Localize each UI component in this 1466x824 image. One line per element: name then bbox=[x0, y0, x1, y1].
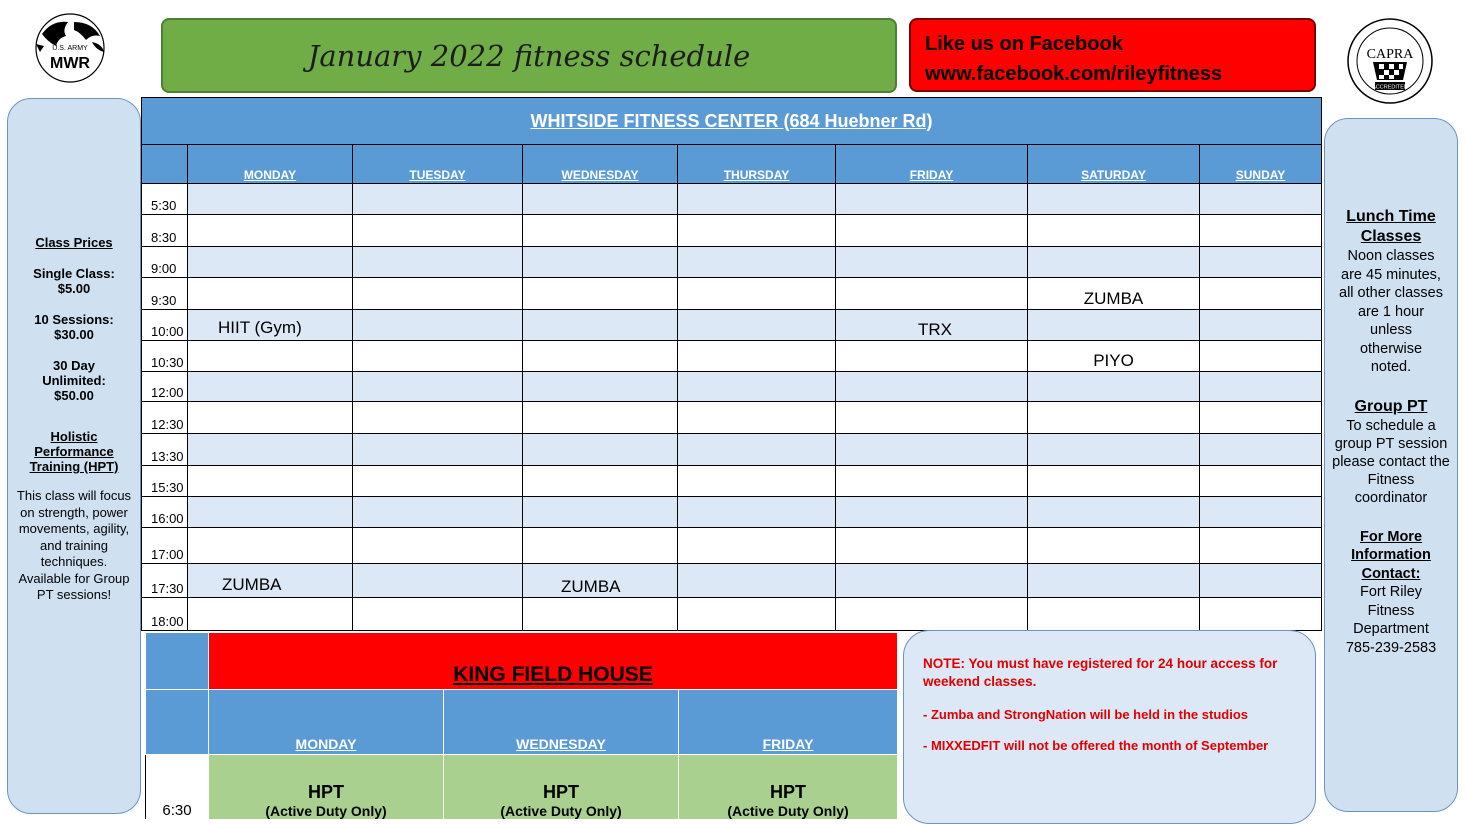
empty-cell bbox=[678, 278, 836, 310]
empty-cell bbox=[1028, 434, 1200, 466]
time-cell: 12:00 bbox=[142, 372, 188, 402]
time-cell: 17:30 bbox=[142, 564, 188, 598]
time-cell: 13:30 bbox=[142, 434, 188, 466]
king-class-wednesday bbox=[444, 755, 679, 820]
empty-cell bbox=[1028, 497, 1200, 528]
schedule-row bbox=[142, 341, 1322, 372]
empty-cell bbox=[188, 278, 353, 310]
page-title: January 2022 fitness schedule bbox=[161, 18, 897, 93]
empty-cell bbox=[353, 341, 523, 372]
schedule-row bbox=[142, 215, 1322, 247]
empty-cell bbox=[523, 372, 678, 402]
lunch-description: Noon classes are 45 minutes, all other classes are 1 hour unless otherwise noted. bbox=[1339, 248, 1443, 375]
king-time: 6:30 bbox=[146, 755, 209, 820]
note-main: NOTE: You must have registered for 24 hour access for weekend classes. bbox=[923, 656, 1278, 689]
king-table bbox=[145, 632, 898, 820]
empty-cell bbox=[1200, 278, 1322, 310]
class-note: (Active Duty Only) bbox=[500, 803, 622, 819]
empty-cell bbox=[188, 497, 353, 528]
empty-cell bbox=[678, 434, 836, 466]
class-prices-heading: Class Prices bbox=[35, 235, 113, 250]
empty-cell bbox=[836, 564, 1028, 598]
empty-cell bbox=[523, 341, 678, 372]
class-name: HPT bbox=[543, 782, 579, 802]
empty-cell bbox=[1200, 184, 1322, 215]
mwr-top-text: U.S. ARMY bbox=[52, 45, 88, 52]
empty-cell bbox=[836, 598, 1028, 631]
class-cell: PIYO bbox=[1028, 341, 1200, 372]
empty-cell bbox=[836, 466, 1028, 497]
empty-cell bbox=[353, 497, 523, 528]
king-day-wednesday: WEDNESDAY bbox=[444, 690, 679, 755]
empty-cell bbox=[188, 372, 353, 402]
empty-cell bbox=[1200, 215, 1322, 247]
empty-cell bbox=[1028, 528, 1200, 564]
empty-cell bbox=[1200, 372, 1322, 402]
empty-cell bbox=[836, 528, 1028, 564]
empty-cell bbox=[523, 247, 678, 278]
empty-cell bbox=[836, 247, 1028, 278]
empty-cell bbox=[188, 434, 353, 466]
empty-cell bbox=[353, 215, 523, 247]
schedule-row bbox=[142, 598, 1322, 631]
time-cell: 5:30 bbox=[142, 184, 188, 215]
empty-cell bbox=[188, 466, 353, 497]
ten-sessions-label: 10 Sessions: bbox=[34, 312, 114, 327]
class-cell: ZUMBA bbox=[523, 564, 678, 598]
empty-cell bbox=[523, 278, 678, 310]
empty-cell bbox=[1200, 402, 1322, 434]
note-item-1: - Zumba and StrongNation will be held in the studios bbox=[923, 707, 1248, 722]
empty-cell bbox=[1028, 215, 1200, 247]
time-cell: 17:00 bbox=[142, 528, 188, 564]
empty-cell bbox=[353, 278, 523, 310]
empty-cell bbox=[353, 310, 523, 341]
schedule-row bbox=[142, 528, 1322, 564]
facebook-url[interactable]: www.facebook.com/rileyfitness bbox=[925, 63, 1223, 85]
day-header-wednesday: WEDNESDAY bbox=[523, 145, 678, 184]
day-header-friday: FRIDAY bbox=[836, 145, 1028, 184]
more-info-heading: For More Information Contact: bbox=[1351, 528, 1431, 582]
empty-cell bbox=[678, 372, 836, 402]
empty-cell bbox=[678, 310, 836, 341]
facebook-banner[interactable] bbox=[909, 18, 1316, 92]
capra-sub-text: ACCREDITED bbox=[1372, 84, 1408, 91]
right-info-panel bbox=[1324, 118, 1458, 812]
note-item-2: - MIXXEDFIT will not be offered the month of September bbox=[923, 738, 1269, 753]
capra-logo bbox=[1345, 16, 1435, 106]
day-header-sunday: SUNDAY bbox=[1200, 145, 1322, 184]
time-cell: 9:00 bbox=[142, 247, 188, 278]
time-cell: 8:30 bbox=[142, 215, 188, 247]
schedule-row bbox=[142, 310, 1322, 341]
schedule-row bbox=[142, 434, 1322, 466]
empty-cell bbox=[523, 528, 678, 564]
facebook-line-1: Like us on Facebook bbox=[925, 33, 1123, 55]
day-header-tuesday: TUESDAY bbox=[353, 145, 523, 184]
empty-cell bbox=[836, 278, 1028, 310]
time-cell: 18:00 bbox=[142, 598, 188, 631]
king-field-house bbox=[145, 632, 897, 819]
schedule-row bbox=[142, 372, 1322, 402]
schedule-row bbox=[142, 184, 1322, 215]
day-header-corner bbox=[142, 145, 188, 184]
empty-cell bbox=[678, 564, 836, 598]
empty-cell bbox=[1028, 247, 1200, 278]
time-cell: 9:30 bbox=[142, 278, 188, 310]
empty-cell bbox=[1200, 598, 1322, 631]
empty-cell bbox=[523, 215, 678, 247]
empty-cell bbox=[836, 341, 1028, 372]
schedule-row bbox=[142, 466, 1322, 497]
day-header-row bbox=[142, 145, 1322, 184]
king-class-monday bbox=[209, 755, 444, 820]
schedule-row bbox=[142, 278, 1322, 310]
empty-cell bbox=[678, 341, 836, 372]
contact-phone: 785-239-2583 bbox=[1345, 639, 1437, 656]
empty-cell bbox=[1200, 341, 1322, 372]
time-cell: 10:00 bbox=[142, 310, 188, 341]
empty-cell bbox=[353, 598, 523, 631]
whitside-table bbox=[141, 97, 1322, 631]
time-cell: 15:30 bbox=[142, 466, 188, 497]
time-cell: 12:30 bbox=[142, 402, 188, 434]
empty-cell bbox=[1028, 310, 1200, 341]
empty-cell bbox=[1200, 497, 1322, 528]
schedule-row bbox=[142, 247, 1322, 278]
day-header-saturday: SATURDAY bbox=[1028, 145, 1200, 184]
schedule-body bbox=[142, 184, 1322, 631]
empty-cell bbox=[353, 247, 523, 278]
empty-cell bbox=[836, 402, 1028, 434]
empty-cell bbox=[523, 402, 678, 434]
empty-cell bbox=[1200, 247, 1322, 278]
king-day-monday: MONDAY bbox=[209, 690, 444, 755]
whitside-title: WHITSIDE FITNESS CENTER (684 Huebner Rd) bbox=[142, 98, 1322, 145]
thirty-day-label: 30 Day Unlimited: bbox=[42, 358, 106, 388]
empty-cell bbox=[836, 434, 1028, 466]
empty-cell bbox=[188, 215, 353, 247]
class-cell: ZUMBA bbox=[188, 564, 353, 598]
empty-cell bbox=[678, 402, 836, 434]
empty-cell bbox=[1028, 184, 1200, 215]
class-cell: ZUMBA bbox=[1028, 278, 1200, 310]
mwr-logo-text: MWR bbox=[50, 55, 90, 72]
empty-cell bbox=[678, 247, 836, 278]
empty-cell bbox=[1200, 310, 1322, 341]
single-class-label: Single Class: bbox=[33, 266, 115, 281]
empty-cell bbox=[353, 466, 523, 497]
left-info-panel bbox=[7, 98, 141, 814]
empty-cell bbox=[836, 215, 1028, 247]
empty-cell bbox=[353, 564, 523, 598]
class-note: (Active Duty Only) bbox=[265, 803, 387, 819]
empty-cell bbox=[188, 598, 353, 631]
empty-cell bbox=[353, 528, 523, 564]
empty-cell bbox=[1200, 528, 1322, 564]
empty-cell bbox=[678, 497, 836, 528]
empty-cell bbox=[188, 402, 353, 434]
empty-cell bbox=[353, 434, 523, 466]
lunch-heading: Lunch Time Classes bbox=[1346, 208, 1436, 245]
empty-cell bbox=[188, 341, 353, 372]
king-corner bbox=[146, 633, 209, 690]
empty-cell bbox=[836, 497, 1028, 528]
empty-cell bbox=[1028, 466, 1200, 497]
ten-sessions-price: $30.00 bbox=[54, 327, 94, 342]
group-pt-description: To schedule a group PT session please contact the Fitness coordinator bbox=[1332, 417, 1450, 507]
empty-cell bbox=[353, 372, 523, 402]
note-box bbox=[903, 630, 1316, 824]
hpt-heading: Holistic Performance Training (HPT) bbox=[29, 429, 119, 474]
time-cell: 10:30 bbox=[142, 341, 188, 372]
king-day-friday: FRIDAY bbox=[679, 690, 898, 755]
empty-cell bbox=[188, 528, 353, 564]
empty-cell bbox=[523, 310, 678, 341]
empty-cell bbox=[523, 434, 678, 466]
empty-cell bbox=[188, 247, 353, 278]
mwr-logo bbox=[22, 12, 118, 90]
class-cell: TRX bbox=[836, 310, 1028, 341]
schedule-row bbox=[142, 497, 1322, 528]
empty-cell bbox=[1028, 598, 1200, 631]
class-cell: HIIT (Gym) bbox=[188, 310, 353, 341]
empty-cell bbox=[353, 184, 523, 215]
king-class-friday bbox=[679, 755, 898, 820]
empty-cell bbox=[1028, 564, 1200, 598]
king-corner-2 bbox=[146, 690, 209, 755]
empty-cell bbox=[1200, 434, 1322, 466]
empty-cell bbox=[678, 466, 836, 497]
empty-cell bbox=[1028, 402, 1200, 434]
schedule-row bbox=[142, 402, 1322, 434]
empty-cell bbox=[353, 402, 523, 434]
time-cell: 16:00 bbox=[142, 497, 188, 528]
empty-cell bbox=[523, 497, 678, 528]
day-header-monday: MONDAY bbox=[188, 145, 353, 184]
empty-cell bbox=[678, 215, 836, 247]
group-pt-heading: Group PT bbox=[1354, 397, 1428, 415]
empty-cell bbox=[678, 528, 836, 564]
empty-cell bbox=[678, 598, 836, 631]
king-title: KING FIELD HOUSE bbox=[209, 633, 898, 690]
empty-cell bbox=[1200, 466, 1322, 497]
day-header-thursday: THURSDAY bbox=[678, 145, 836, 184]
class-note: (Active Duty Only) bbox=[727, 803, 849, 819]
capra-logo-text: CAPRA bbox=[1366, 47, 1414, 62]
empty-cell bbox=[1028, 372, 1200, 402]
thirty-day-price: $50.00 bbox=[54, 388, 94, 403]
empty-cell bbox=[836, 184, 1028, 215]
schedule-row bbox=[142, 564, 1322, 598]
single-class-price: $5.00 bbox=[57, 281, 91, 296]
class-name: HPT bbox=[770, 782, 807, 802]
empty-cell bbox=[523, 184, 678, 215]
whitside-schedule bbox=[141, 97, 1321, 631]
empty-cell bbox=[523, 466, 678, 497]
hpt-description: This class will focus on strength, power movements, agility, and training techniques. Available for Group PT sessions! bbox=[16, 488, 132, 602]
empty-cell bbox=[678, 184, 836, 215]
empty-cell bbox=[188, 184, 353, 215]
empty-cell bbox=[1200, 564, 1322, 598]
empty-cell bbox=[836, 372, 1028, 402]
class-name: HPT bbox=[308, 782, 344, 802]
contact-organization: Fort Riley Fitness Department bbox=[1353, 584, 1429, 638]
empty-cell bbox=[523, 598, 678, 631]
